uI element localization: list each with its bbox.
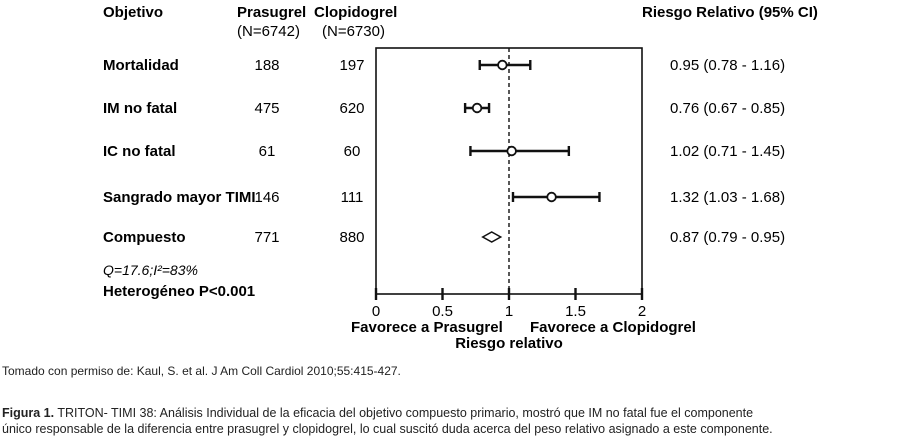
source-note: Tomado con permiso de: Kaul, S. et al. J Am Coll Cardiol 2010;55:415-427. (2, 364, 401, 378)
heterogeneity-p: Heterogéneo P<0.001 (103, 283, 256, 300)
x-tick-label: 2 (637, 303, 647, 320)
row-label: Sangrado mayor TIMI (103, 189, 256, 206)
row-label: Compuesto (103, 229, 186, 246)
row-estimate-point (498, 61, 507, 70)
row-clopidogrel-count: 880 (339, 229, 365, 246)
favors-left-label: Favorece a Prasugrel (351, 319, 503, 336)
header-prasugrel: Prasugrel (237, 4, 307, 21)
caption-line-2: único responsable de la diferencia entre prasugrel y clopidogrel, lo cual suscitó duda acerca del peso relativo asignado a este componente. (2, 422, 773, 436)
row-label: IM no fatal (103, 100, 178, 117)
x-tick-label: 1.5 (565, 303, 586, 320)
x-tick-label: 0 (371, 303, 381, 320)
row-prasugrel-count: 771 (254, 229, 280, 246)
row-clopidogrel-count: 620 (339, 100, 365, 117)
row-estimate-point (473, 104, 482, 113)
x-tick-label: 1 (504, 303, 514, 320)
row-prasugrel-count: 188 (254, 57, 280, 74)
row-clopidogrel-count: 60 (343, 143, 361, 160)
x-axis-label: Riesgo relativo (455, 335, 563, 352)
row-label: IC no fatal (103, 143, 176, 160)
row-label: Mortalidad (103, 57, 179, 74)
row-estimate-point (507, 147, 516, 156)
x-tick-label: 0.5 (432, 303, 453, 320)
row-clopidogrel-count: 197 (339, 57, 365, 74)
row-rr-text: 1.02 (0.71 - 1.45) (670, 143, 786, 160)
heterogeneity-stats: Q=17.6;I²=83% (103, 262, 198, 278)
row-estimate-point (547, 193, 556, 202)
caption-line-1: TRITON- TIMI 38: Análisis Individual de la eficacia del objetivo compuesto primario, mostró que IM no fatal fue el componente (57, 406, 754, 420)
header-objective: Objetivo (103, 4, 164, 21)
row-prasugrel-count: 146 (254, 189, 280, 206)
row-prasugrel-count: 475 (254, 100, 280, 117)
row-rr-text: 0.95 (0.78 - 1.16) (670, 57, 786, 74)
header-clopidogrel-n: (N=6730) (322, 23, 385, 40)
caption-label: Figura 1. (2, 406, 55, 420)
row-rr-text: 0.76 (0.67 - 0.85) (670, 100, 786, 117)
row-estimate-diamond (483, 232, 501, 242)
header-relative-risk: Riesgo Relativo (95% CI) (642, 4, 818, 21)
row-clopidogrel-count: 111 (340, 189, 364, 206)
row-rr-text: 0.87 (0.79 - 0.95) (670, 229, 786, 246)
header-clopidogrel: Clopidogrel (314, 4, 398, 21)
row-rr-text: 1.32 (1.03 - 1.68) (670, 189, 786, 206)
header-prasugrel-n: (N=6742) (237, 23, 300, 40)
figure-caption (2, 405, 922, 437)
favors-right-label: Favorece a Clopidogrel (530, 319, 696, 336)
row-prasugrel-count: 61 (258, 143, 276, 160)
